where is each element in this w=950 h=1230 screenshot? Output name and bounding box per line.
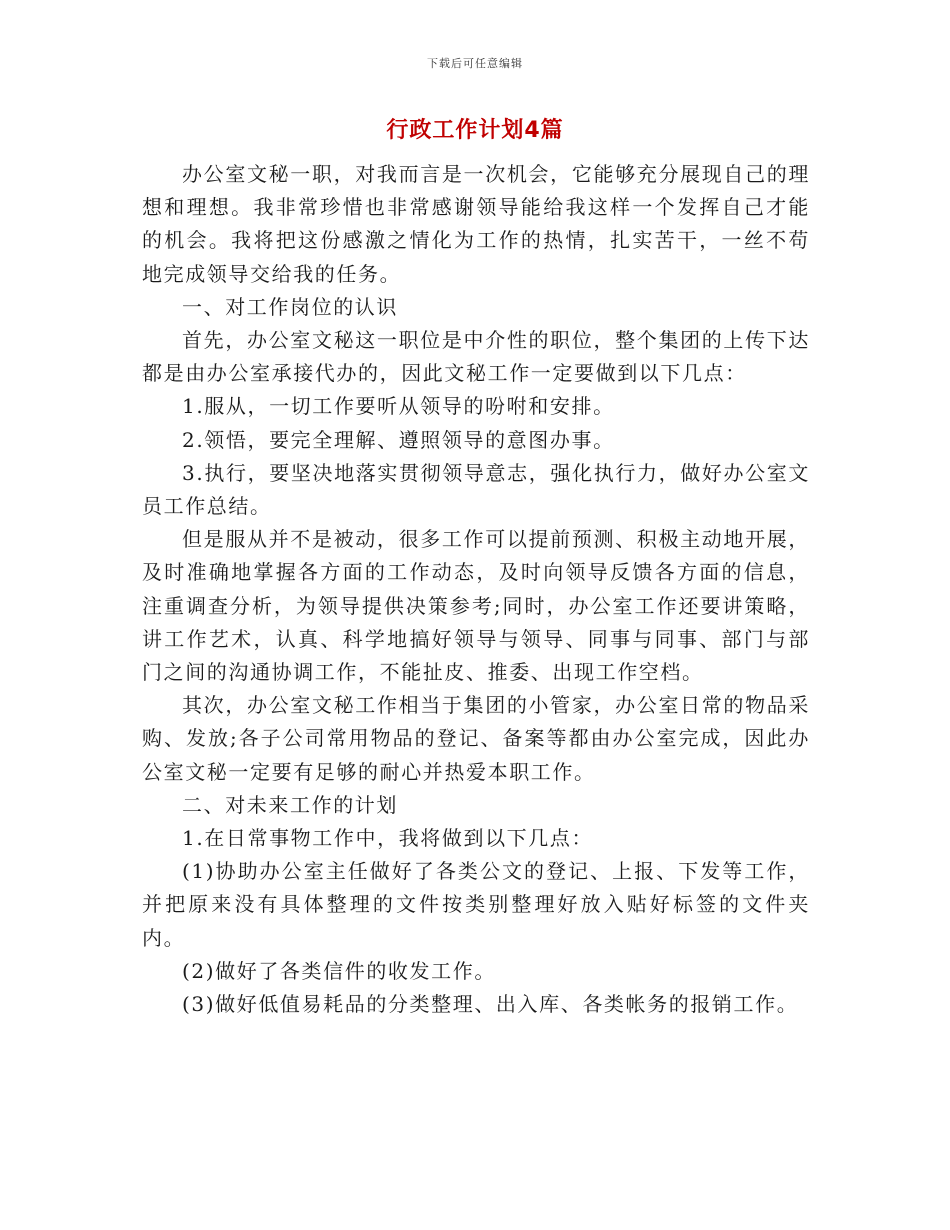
paragraph-intro: 办公室文秘一职，对我而言是一次机会，它能够充分展现自己的理想和理想。我非常珍惜也非常感谢领导能给我这样一个发挥自己才能的机会。我将把这份感激之情化为工作的热情，扎实苦干，一丝不苟地完成领导交给我的任务。 <box>142 162 810 286</box>
section-heading-2: 二、对未来工作的计划 <box>182 792 398 817</box>
list-item: 1.服从，一切工作要听从领导的吩咐和安排。 <box>182 394 615 419</box>
sub-list-item: (2)做好了各类信件的收发工作。 <box>182 958 496 983</box>
sub-list-item: (1)协助办公室主任做好了各类公文的登记、上报、下发等工作，并把原来没有具体整理的文件按类别整理好放入贴好标签的文件夹内。 <box>142 859 810 950</box>
document-title: 行政工作计划4篇 <box>386 118 564 143</box>
header-note: 下载后可任意编辑 <box>427 57 523 70</box>
paragraph: 其次，办公室文秘工作相当于集团的小管家，办公室日常的物品采购、发放;各子公司常用物品的登记、备案等都由办公室完成，因此办公室文秘一定要有足够的耐心并热爱本职工作。 <box>142 693 810 784</box>
paragraph: 首先，办公室文秘这一职位是中介性的职位，整个集团的上传下达都是由办公室承接代办的，因此文秘工作一定要做到以下几点： <box>142 328 810 386</box>
paragraph: 但是服从并不是被动，很多工作可以提前预测、积极主动地开展，及时准确地掌握各方面的工作动态，及时向领导反馈各方面的信息，注重调查分析，为领导提供决策参考;同时，办公室工作还要讲策略，讲工作艺术，认真、科学地搞好领导与领导、同事与同事、部门与部门之间的沟通协调工作，不能扯皮、推委、出现工作空档。 <box>142 527 810 685</box>
list-item: 2.领悟，要完全理解、遵照领导的意图办事。 <box>182 427 615 452</box>
list-item: 3.执行，要坚决地落实贯彻领导意志，强化执行力，做好办公室文员工作总结。 <box>142 460 810 519</box>
document-body <box>142 158 810 1021</box>
section-heading-1: 一、对工作岗位的认识 <box>182 294 398 319</box>
list-item: 1.在日常事物工作中，我将做到以下几点： <box>182 826 594 851</box>
sub-list-item: (3)做好低值易耗品的分类整理、出入库、各类帐务的报销工作。 <box>182 992 799 1017</box>
